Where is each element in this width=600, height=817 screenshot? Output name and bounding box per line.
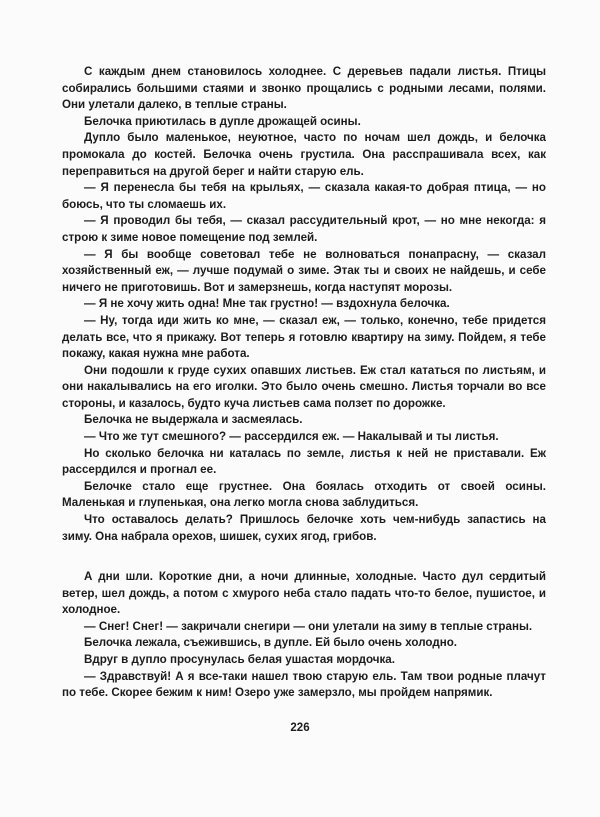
paragraph: Что оставалось делать? Пришлось белочке хоть чем-нибудь запастись на зиму. Она набрала орехов, шишек, сухих ягод, грибов. — [62, 513, 546, 543]
dialogue-line: — Я не хочу жить одна! Мне так грустно! — вздохнула белочка. — [84, 297, 450, 311]
paragraph: Белочке стало еще грустнее. Она боялась отходить от своей осины. Маленькая и глупенькая, она легко могла снова заблудиться. — [62, 479, 546, 510]
paragraph: Дупло было маленькое, неуютное, часто по ночам шел дождь, и белочка промокала до костей. Белочка очень грустила. Она расспрашивала всех, как переправиться на другой берег и найти старую ель. — [62, 131, 546, 178]
paragraph: Вдруг в дупло просунулась белая ушастая мордочка. — [84, 652, 395, 666]
dialogue-line: — Я перенесла бы тебя на крыльях, — сказала какая-то добрая птица, — но боюсь, что ты сломаешь их. — [62, 181, 546, 211]
dialogue-line: — Здравствуй! А я все-таки нашел твою старую ель. Там твои родные плачут по тебе. Скорее бежим к ним! Озеро уже замерзло, мы пройдем напрямик. — [62, 669, 546, 700]
paragraph: Белочка лежала, съежившись, в дупле. Ей было очень холодно. — [84, 636, 458, 650]
dialogue-line: — Я проводил бы тебя, — сказал рассудительный крот, — но мне некогда: я строю к зиме новое помещение под землей. — [62, 214, 546, 244]
paragraph: Они подошли к груде сухих опавших листьев. Еж стал кататься по листьям, и они накалывались на его иголки. Это было очень смешно. Листья торчали во все стороны, и казалось, будто куча листьев сама ползет по дорожке. — [62, 363, 546, 410]
paragraph: Белочка не выдержала и засмеялась. — [84, 413, 303, 427]
page-number: 226 — [290, 722, 310, 734]
dialogue-line: — Я бы вообще советовал тебе не волноваться понапрасну, — сказал хозяйственный еж, — лучше подумай о зиме. Этак ты и своих не найдешь, и себе ничего не приготовишь. Вот и замерзнешь, когда наступят морозы. — [62, 247, 546, 294]
paragraph: Но сколько белочка ни каталась по земле, листья к ней не приставали. Еж рассердился и прогнал ее. — [62, 446, 546, 477]
text-section-1 — [62, 64, 546, 545]
paragraph: С каждым днем становилось холоднее. С деревьев падали листья. Птицы собирались большими стаями и звонко прощались с родными лесами, полями. Они улетали далеко, в теплые страны. — [62, 65, 546, 112]
dialogue-line: — Что же тут смешного? — рассердился еж. — Накалывай и ты листья. — [84, 430, 499, 444]
paragraph: А дни шли. Короткие дни, а ночи длинные, холодные. Часто дул сердитый ветер, шел дождь, а потом с хмурого неба стало падать что-то белое, пушистое, и холодное. — [62, 570, 546, 617]
paragraph: Белочка приютилась в дупле дрожащей осины. — [84, 114, 361, 128]
dialogue-line: — Ну, тогда иди жить ко мне, — сказал еж, — только, конечно, тебе придется делать все, что я прикажу. Вот теперь я готовлю квартиру на зиму. Пойдем, я тебе покажу, какая нужна мне работа. — [62, 313, 546, 361]
text-section-2 — [62, 569, 546, 702]
dialogue-line: — Снег! Снег! — закричали снегири — они улетали на зиму в теплые страны. — [84, 619, 533, 633]
